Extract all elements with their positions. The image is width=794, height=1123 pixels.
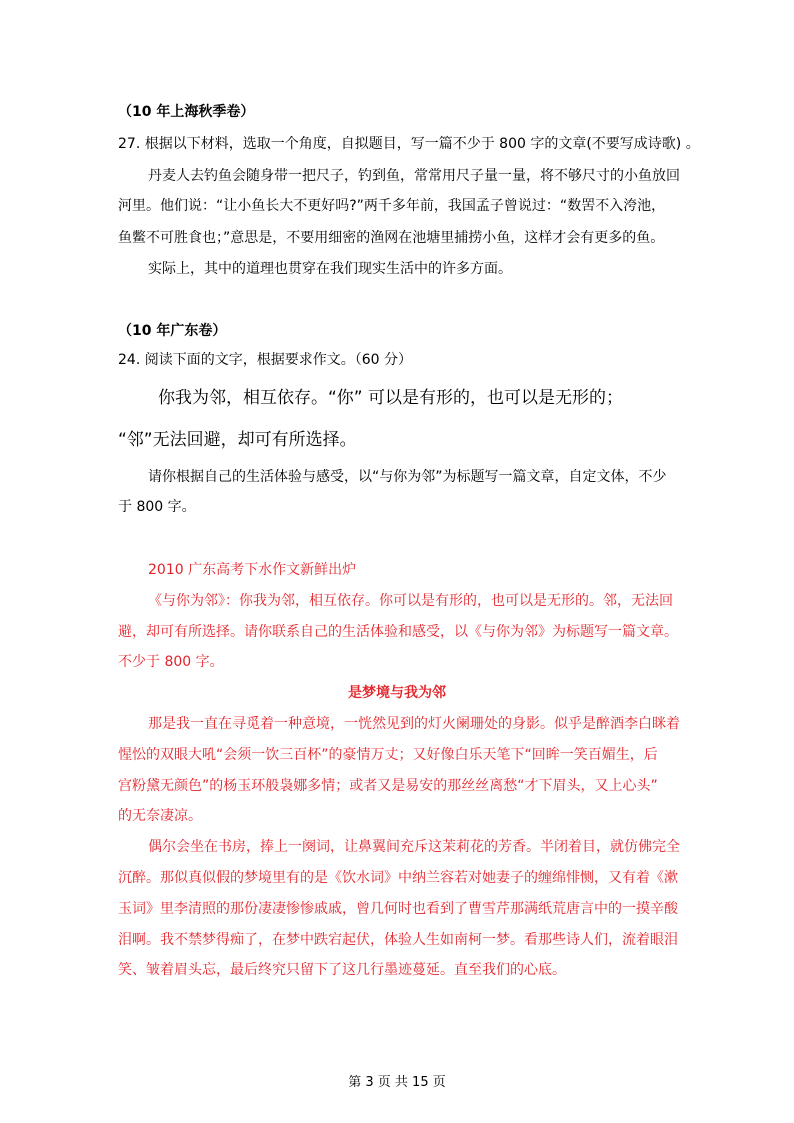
essay-p2-line-5: 笑、皱着眉头忘，最后终究只留下了这几行墨迹蔓延。直至我们的心底。 xyxy=(118,962,566,978)
essay-title: 是梦境与我为邻 xyxy=(348,685,446,701)
model-essay-title: 2010 广东高考下水作文新鲜出炉 xyxy=(148,562,357,578)
question-27: 27. 根据以下材料，选取一个角度，自拟题目，写一篇不少于 800 字的文章(不要写成诗歌) 。 xyxy=(118,136,700,152)
quote-line-2: “邻”无法回避，却可有所选择。 xyxy=(118,430,357,450)
essay-p1-line-4: 的无奈凄凉。 xyxy=(118,808,202,824)
essay-p1-line-2: 惺忪的双眼大吼“会须一饮三百杯”的豪情万丈；又好像白乐天笔下“回眸一笑百媚生，后 xyxy=(118,747,658,763)
material-line-4: 实际上，其中的道理也贯穿在我们现实生活中的许多方面。 xyxy=(148,261,512,277)
section-heading-shanghai: （10 年上海秋季卷） xyxy=(118,104,255,120)
essay-p2-line-1: 偶尔会坐在书房，捧上一阕词，让鼻翼间充斥这茉莉花的芳香。半闭着目，就仿佛完全 xyxy=(148,839,680,855)
quote-line-1: 你我为邻，相互依存。“你” 可以是有形的，也可以是无形的； xyxy=(158,388,624,408)
requirement-line-1: 请你根据自己的生活体验与感受，以“与你为邻”为标题写一篇文章，自定文体，不少 xyxy=(148,469,667,485)
requirement-line-2: 于 800 字。 xyxy=(118,499,196,515)
material-line-2: 河里。他们说：“让小鱼长大不更好吗?”两千多年前，我国孟子曾说过：“数罟不入洿池， xyxy=(118,198,666,214)
essay-p1-line-1: 那是我一直在寻觅着一种意境，一恍然见到的灯火阑珊处的身影。似乎是醉酒李白眯着 xyxy=(148,716,680,732)
prompt-line-3: 不少于 800 字。 xyxy=(118,654,224,670)
question-24: 24. 阅读下面的文字，根据要求作文。（60 分） xyxy=(118,352,412,368)
prompt-line-2: 避，却可有所选择。请你联系自己的生活体验和感受，以《与你为邻》为标题写一篇文章。 xyxy=(118,624,678,640)
essay-p2-line-4: 泪啊。我不禁梦得痴了，在梦中跌宕起伏，体验人生如南柯一梦。看那些诗人们，流着眼泪 xyxy=(118,932,678,948)
page-number-footer: 第 3 页 共 15 页 xyxy=(348,1075,446,1090)
essay-p2-line-3: 玉词》里李清照的那份凄凄惨惨戚戚，曾几何时也看到了曹雪芹那满纸荒唐言中的一摸辛酸 xyxy=(118,901,678,917)
material-line-1: 丹麦人去钓鱼会随身带一把尺子，钓到鱼，常常用尺子量一量，将不够尺寸的小鱼放回 xyxy=(148,168,680,184)
essay-p1-line-3: 宫粉黛无颜色”的杨玉环般袅娜多情；或者又是易安的那丝丝离愁“才下眉头，又上心头” xyxy=(118,778,658,794)
essay-p2-line-2: 沉醉。那似真似假的梦境里有的是《饮水词》中纳兰容若对她妻子的缠绵悱恻，又有着《漱 xyxy=(118,870,678,886)
section-heading-guangdong: （10 年广东卷） xyxy=(118,323,227,339)
prompt-line-1: 《与你为邻》：你我为邻，相互依存。你可以是有形的，也可以是无形的。邻，无法回 xyxy=(148,593,673,609)
material-line-3: 鱼鳖不可胜食也；”意思是，不要用细密的渔网在池塘里捕捞小鱼，这样才会有更多的鱼。 xyxy=(118,230,665,246)
